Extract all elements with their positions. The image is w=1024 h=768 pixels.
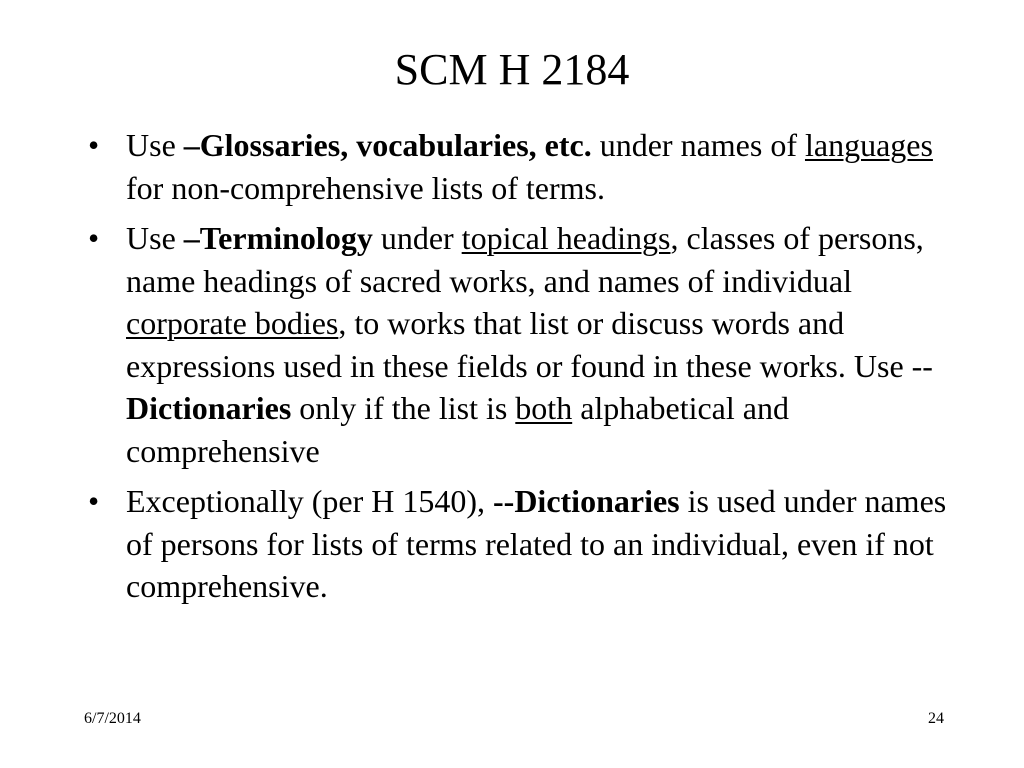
underlined-both: both bbox=[515, 390, 573, 426]
bullet-item-exceptionally bbox=[85, 480, 947, 608]
bullet-list bbox=[85, 124, 947, 616]
bullet-text: Exceptionally (per H 1540), bbox=[126, 483, 493, 519]
bullet-icon: • bbox=[88, 483, 100, 519]
bullet-text: only if the list is bbox=[291, 390, 516, 426]
subdivision-terminology: –Terminology bbox=[183, 220, 373, 256]
bullet-text: Use bbox=[126, 220, 184, 256]
subdivision-dictionaries: Dictionaries bbox=[126, 390, 292, 426]
bullet-item-terminology bbox=[85, 217, 947, 472]
bullet-text: Use bbox=[126, 127, 184, 163]
subdivision-glossaries: –Glossaries, vocabularies, etc. bbox=[183, 127, 592, 163]
bullet-text: , classes of persons, name headings of sacred works, and names of individual bbox=[126, 220, 924, 299]
slide-title: SCM H 2184 bbox=[394, 45, 630, 94]
footer-page-number: 24 bbox=[928, 710, 944, 727]
underlined-topical-headings: topical headings bbox=[461, 220, 671, 256]
subdivision-dictionaries-exception: --Dictionaries bbox=[493, 483, 680, 519]
underlined-corporate-bodies: corporate bodies bbox=[126, 305, 339, 341]
bullet-text: under names of bbox=[591, 127, 805, 163]
underlined-languages: languages bbox=[804, 127, 933, 163]
bullet-text: alphabetical and comprehensive bbox=[126, 390, 789, 469]
bullet-text: is used under names of persons for lists of terms related to an individual, even if not comprehensive. bbox=[126, 483, 947, 604]
bullet-text: for non-comprehensive lists of terms. bbox=[126, 169, 605, 206]
bullet-text: under bbox=[372, 220, 462, 256]
bullet-text: , to works that list or discuss words and expressions used in these fields or found in these works. Use -- bbox=[126, 305, 933, 384]
bullet-item-glossaries bbox=[85, 124, 947, 209]
footer-date: 6/7/2014 bbox=[84, 710, 141, 727]
bullet-icon: • bbox=[88, 220, 100, 256]
bullet-icon: • bbox=[88, 127, 100, 163]
